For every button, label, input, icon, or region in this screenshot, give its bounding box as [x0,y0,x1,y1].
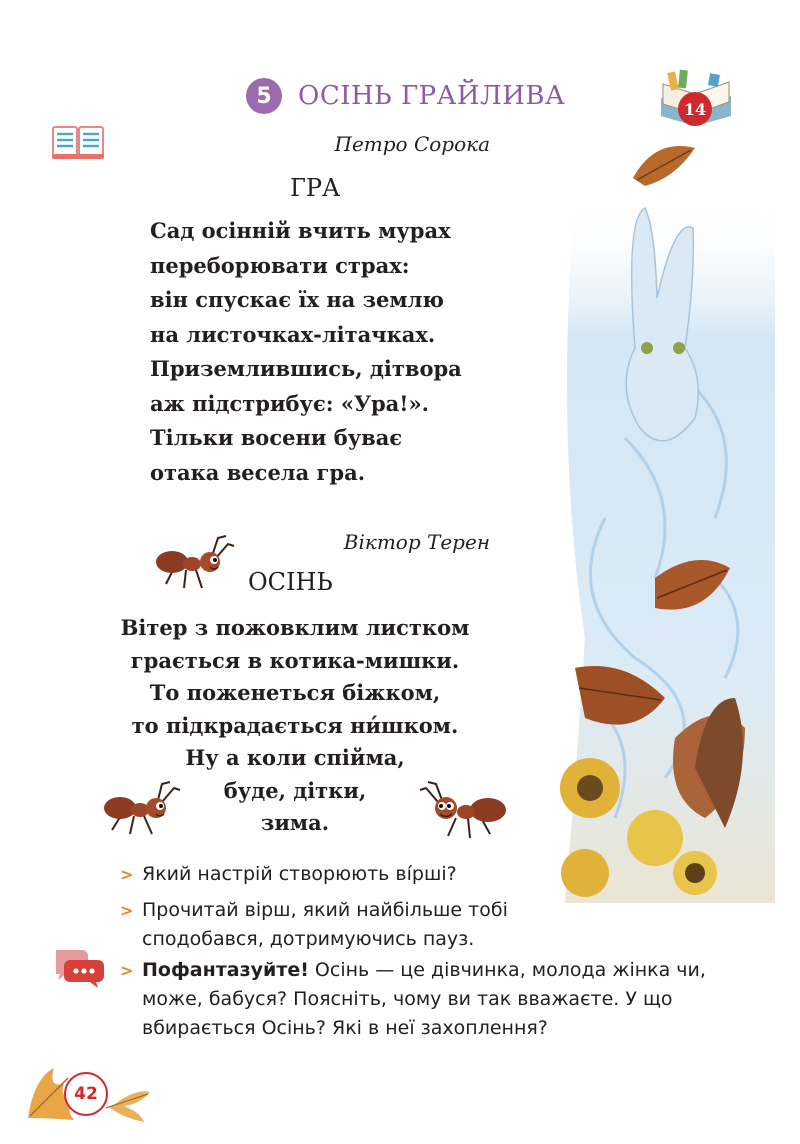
question-1-text: Який настрій створюють ві́рші? [142,863,457,885]
bullet-marker: > [120,901,134,920]
poem-line: Вітер з пожовклим листком [120,615,470,640]
poem-line: Ну а коли спійма, [185,745,405,770]
poem-line: на листочках-літачках. [150,321,436,347]
page-number: 42 [64,1072,108,1116]
question-3 [120,956,742,1043]
poem-line: Сад осінній вчить мурах [150,218,451,243]
lesson-number-badge: 5 [246,78,282,114]
ant-illustration [152,534,236,592]
poem1-author: Петро Сорока [334,132,490,156]
speech-bubbles-icon [52,946,104,988]
poem-line: отака весела гра. [150,459,366,485]
poem-line: Приземлившись, дітвора [150,356,462,381]
autumn-wind-illustration [545,138,775,903]
poem2-title: ОСІНЬ [248,568,333,596]
question-1 [120,860,522,889]
poem2-author: Віктор Терен [343,530,490,554]
poem-line: То поженеться біжком, [149,680,441,705]
poem-line: буде, дітки, [223,777,367,803]
poem1-text [150,214,462,490]
poem-line: то підкрадається ни́шком. [131,712,459,738]
page-reference-badge: 14 [678,92,712,126]
question-2 [120,896,542,954]
ant-illustration [100,780,184,838]
lesson-title: ОСІНЬ ГРАЙЛИВА [298,81,566,111]
poem-line: зима. [260,810,330,835]
poem1-title: ГРА [290,174,341,202]
poem-line: переборювати страх: [150,252,410,278]
poem-line: Тільки восени буває [150,425,403,450]
bullet-marker: > [120,961,134,980]
poem-line: грається в котика-мишки. [130,647,460,673]
open-book-icon [52,124,104,160]
question-3-text: Осінь — це дівчинка, молода жінка чи, може, бабуся? Поясніть, чому ви так вважаєте. У що вбирається Осінь? Які в неї захоплення? [142,959,706,1039]
question-2-text: Прочитай вірш, який найбільше тобі сподобався, дотримуючись пауз. [142,899,508,950]
question-3-lead: Пофантазуйте! [142,959,309,981]
poem-line: аж підстрибує: «Ура!». [150,390,429,416]
ant-illustration [416,780,512,842]
poem-line: він спускає їх на землю [150,287,444,312]
bullet-marker: > [120,865,134,884]
